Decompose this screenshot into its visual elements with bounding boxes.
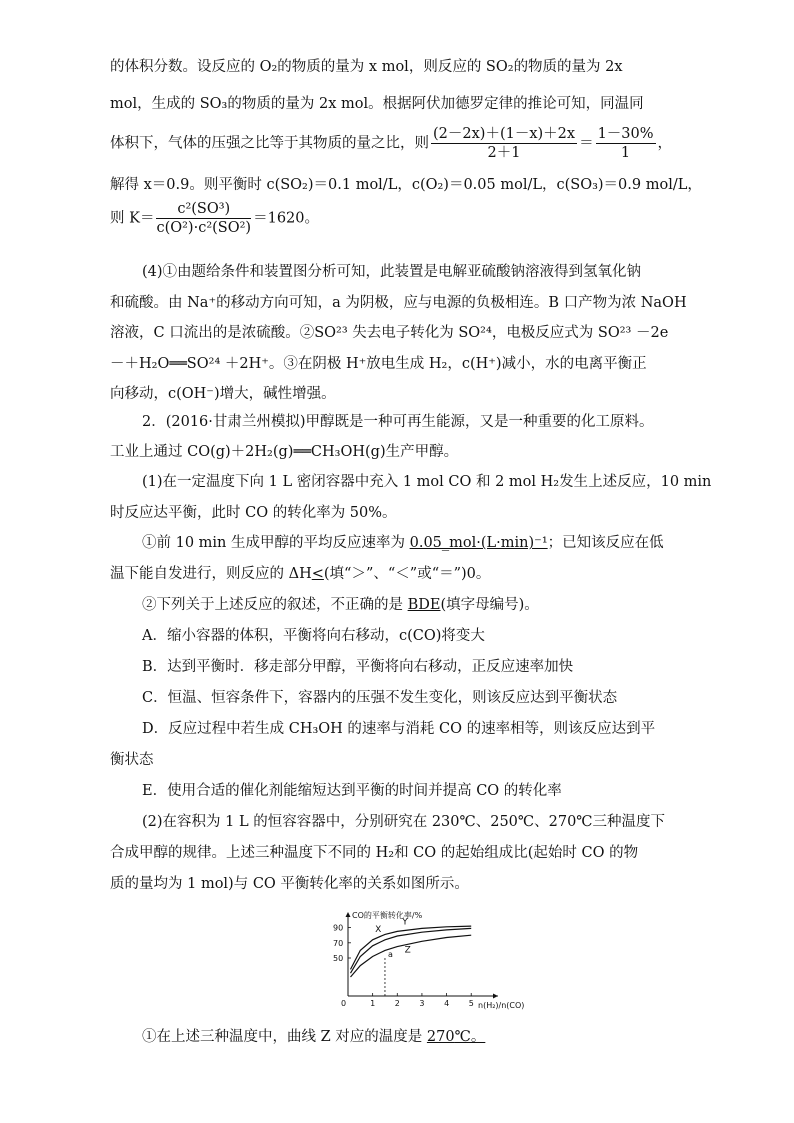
- text-line: 时反应达平衡，此时 CO 的转化率为 50%。: [110, 505, 397, 521]
- text-line-answer: [110, 564, 490, 584]
- y-tick-label: 50: [333, 954, 344, 963]
- series-line-z: [351, 935, 472, 977]
- numerator: (2－2x)＋(1－x)＋2x: [433, 126, 576, 142]
- text-line: 向移动，c(OH⁻)增大，碱性增强。: [110, 386, 336, 402]
- equals: ＝: [579, 135, 594, 152]
- text-line: 衡状态: [110, 752, 154, 768]
- text-segment: ①在上述三种温度中，曲线 Z 对应的温度是: [142, 1029, 427, 1045]
- numerator: 1－30%: [597, 126, 654, 142]
- fraction: [596, 125, 656, 162]
- denominator: 2＋1: [487, 145, 521, 161]
- text-segment: ；已知该反应在低: [547, 535, 664, 551]
- x-tick-label: 1: [370, 999, 376, 1008]
- text-line: 合成甲醇的规律。上述三种温度下不同的 H₂和 CO 的起始组成比(起始时 CO 的物: [110, 845, 639, 861]
- series-label-y: Y: [402, 917, 408, 928]
- text-segment: 则 K＝: [110, 210, 155, 227]
- fraction: [431, 125, 577, 162]
- x-axis-arrow: [493, 994, 498, 999]
- option-a: A．缩小容器的体积，平衡将向右移动，c(CO)将变大: [142, 628, 485, 644]
- option-d: D．反应过程中若生成 CH₃OH 的速率与消耗 CO 的速率相等，则该反应达到平: [142, 721, 656, 737]
- text-line: (4)①由题给条件和装置图分析可知，此装置是电解亚硫酸钠溶液得到氢氧化钠: [142, 264, 642, 280]
- text-line-answer: [142, 1027, 485, 1047]
- text-line: －＋H₂O══SO²⁴ ＋2H⁺。③在阴极 H⁺放电生成 H₂，c(H⁺)减小，水的电离平衡正: [110, 356, 647, 372]
- x-tick-label: 2: [394, 999, 400, 1008]
- text-line: 工业上通过 CO(g)＋2H₂(g)══CH₃OH(g)生产甲醇。: [110, 444, 459, 460]
- text-segment: (填“＞”、“＜”或“＝”)0。: [323, 566, 491, 582]
- x-tick-label: 4: [444, 999, 450, 1008]
- series-label-z: Z: [404, 945, 411, 956]
- text-line: 和硫酸。由 Na⁺的移动方向可知，a 为阴极，应与电源的负极相连。B 口产物为浓 NaOH: [110, 295, 687, 311]
- text-segment: 体积下，气体的压强之比等于其物质的量之比，则: [110, 135, 429, 152]
- x-tick-label: 3: [419, 999, 425, 1008]
- origin-label: 0: [341, 999, 347, 1008]
- numerator: c²(SO³): [156, 200, 251, 219]
- series-label-x: X: [375, 925, 382, 936]
- text-segment: 温下能自发进行，则反应的 ΔH: [110, 566, 312, 582]
- answer-blank: 0.05_mol·(L·min)⁻¹: [409, 535, 548, 551]
- text-line: 2．(2016·甘肃兰州模拟)甲醇既是一种可再生能源，又是一种重要的化工原料。: [142, 414, 654, 430]
- text-line-fraction: [110, 200, 319, 237]
- text-segment: ，: [657, 135, 673, 152]
- conversion-chart: [326, 906, 525, 1014]
- text-segment: ②下列关于上述反应的叙述，不正确的是: [142, 597, 408, 613]
- text-segment: ①前 10 min 生成甲醇的平均反应速率为: [142, 535, 410, 551]
- y-tick-label: 90: [333, 923, 344, 933]
- denominator: 1: [620, 145, 631, 161]
- text-segment: ＝1620。: [253, 210, 319, 227]
- text-line-fraction: [110, 125, 672, 162]
- text-line-answer: [142, 595, 539, 615]
- x-axis-label: n(H₂)/n(CO): [478, 1001, 525, 1010]
- x-tick-label: 5: [468, 999, 474, 1008]
- text-line: 质的量均为 1 mol)与 CO 平衡转化率的关系如图所示。: [110, 876, 469, 892]
- y-axis-arrow: [346, 912, 351, 917]
- answer-unit: ℃。: [454, 1029, 486, 1045]
- option-e: E．使用合适的催化剂能缩短达到平衡的时间并提高 CO 的转化率: [142, 783, 562, 799]
- answer-blank: BDE: [407, 597, 441, 613]
- text-line: (2)在容积为 1 L 的恒容容器中，分别研究在 230℃、250℃、270℃三种温度下: [142, 814, 666, 830]
- fraction: [156, 200, 251, 237]
- answer-blank: 270: [426, 1029, 455, 1045]
- text-line: 的体积分数。设反应的 O₂的物质的量为 x mol，则反应的 SO₂的物质的量为 2x: [110, 59, 623, 75]
- annotation-label: a: [387, 950, 393, 959]
- option-c: C．恒温、恒容条件下，容器内的压强不发生变化，则该反应达到平衡状态: [142, 690, 618, 706]
- text-segment: (填字母编号)。: [440, 597, 539, 613]
- y-tick-label: 70: [333, 938, 344, 948]
- answer-blank: <: [311, 566, 324, 582]
- text-line-answer: [142, 533, 664, 553]
- text-line: 解得 x＝0.9。则平衡时 c(SO₂)＝0.1 mol/L，c(O₂)＝0.05 mol/L，c(SO₃)＝0.9 mol/L，: [110, 177, 702, 193]
- denominator: c(O²)·c²(SO²): [156, 220, 252, 236]
- text-line: mol，生成的 SO₃的物质的量为 2x mol。根据阿伏加德罗定律的推论可知，同温同: [110, 96, 644, 112]
- y-axis-label: CO的平衡转化率/%: [352, 911, 423, 920]
- option-b: B．达到平衡时．移走部分甲醇，平衡将向右移动，正反应速率加快: [142, 659, 574, 675]
- text-line: (1)在一定温度下向 1 L 密闭容器中充入 1 mol CO 和 2 mol H₂发生上述反应，10 min: [142, 474, 712, 490]
- text-line: 溶液，C 口流出的是浓硫酸。②SO²³ 失去电子转化为 SO²⁴，电极反应式为 SO²³ －2e: [110, 325, 669, 341]
